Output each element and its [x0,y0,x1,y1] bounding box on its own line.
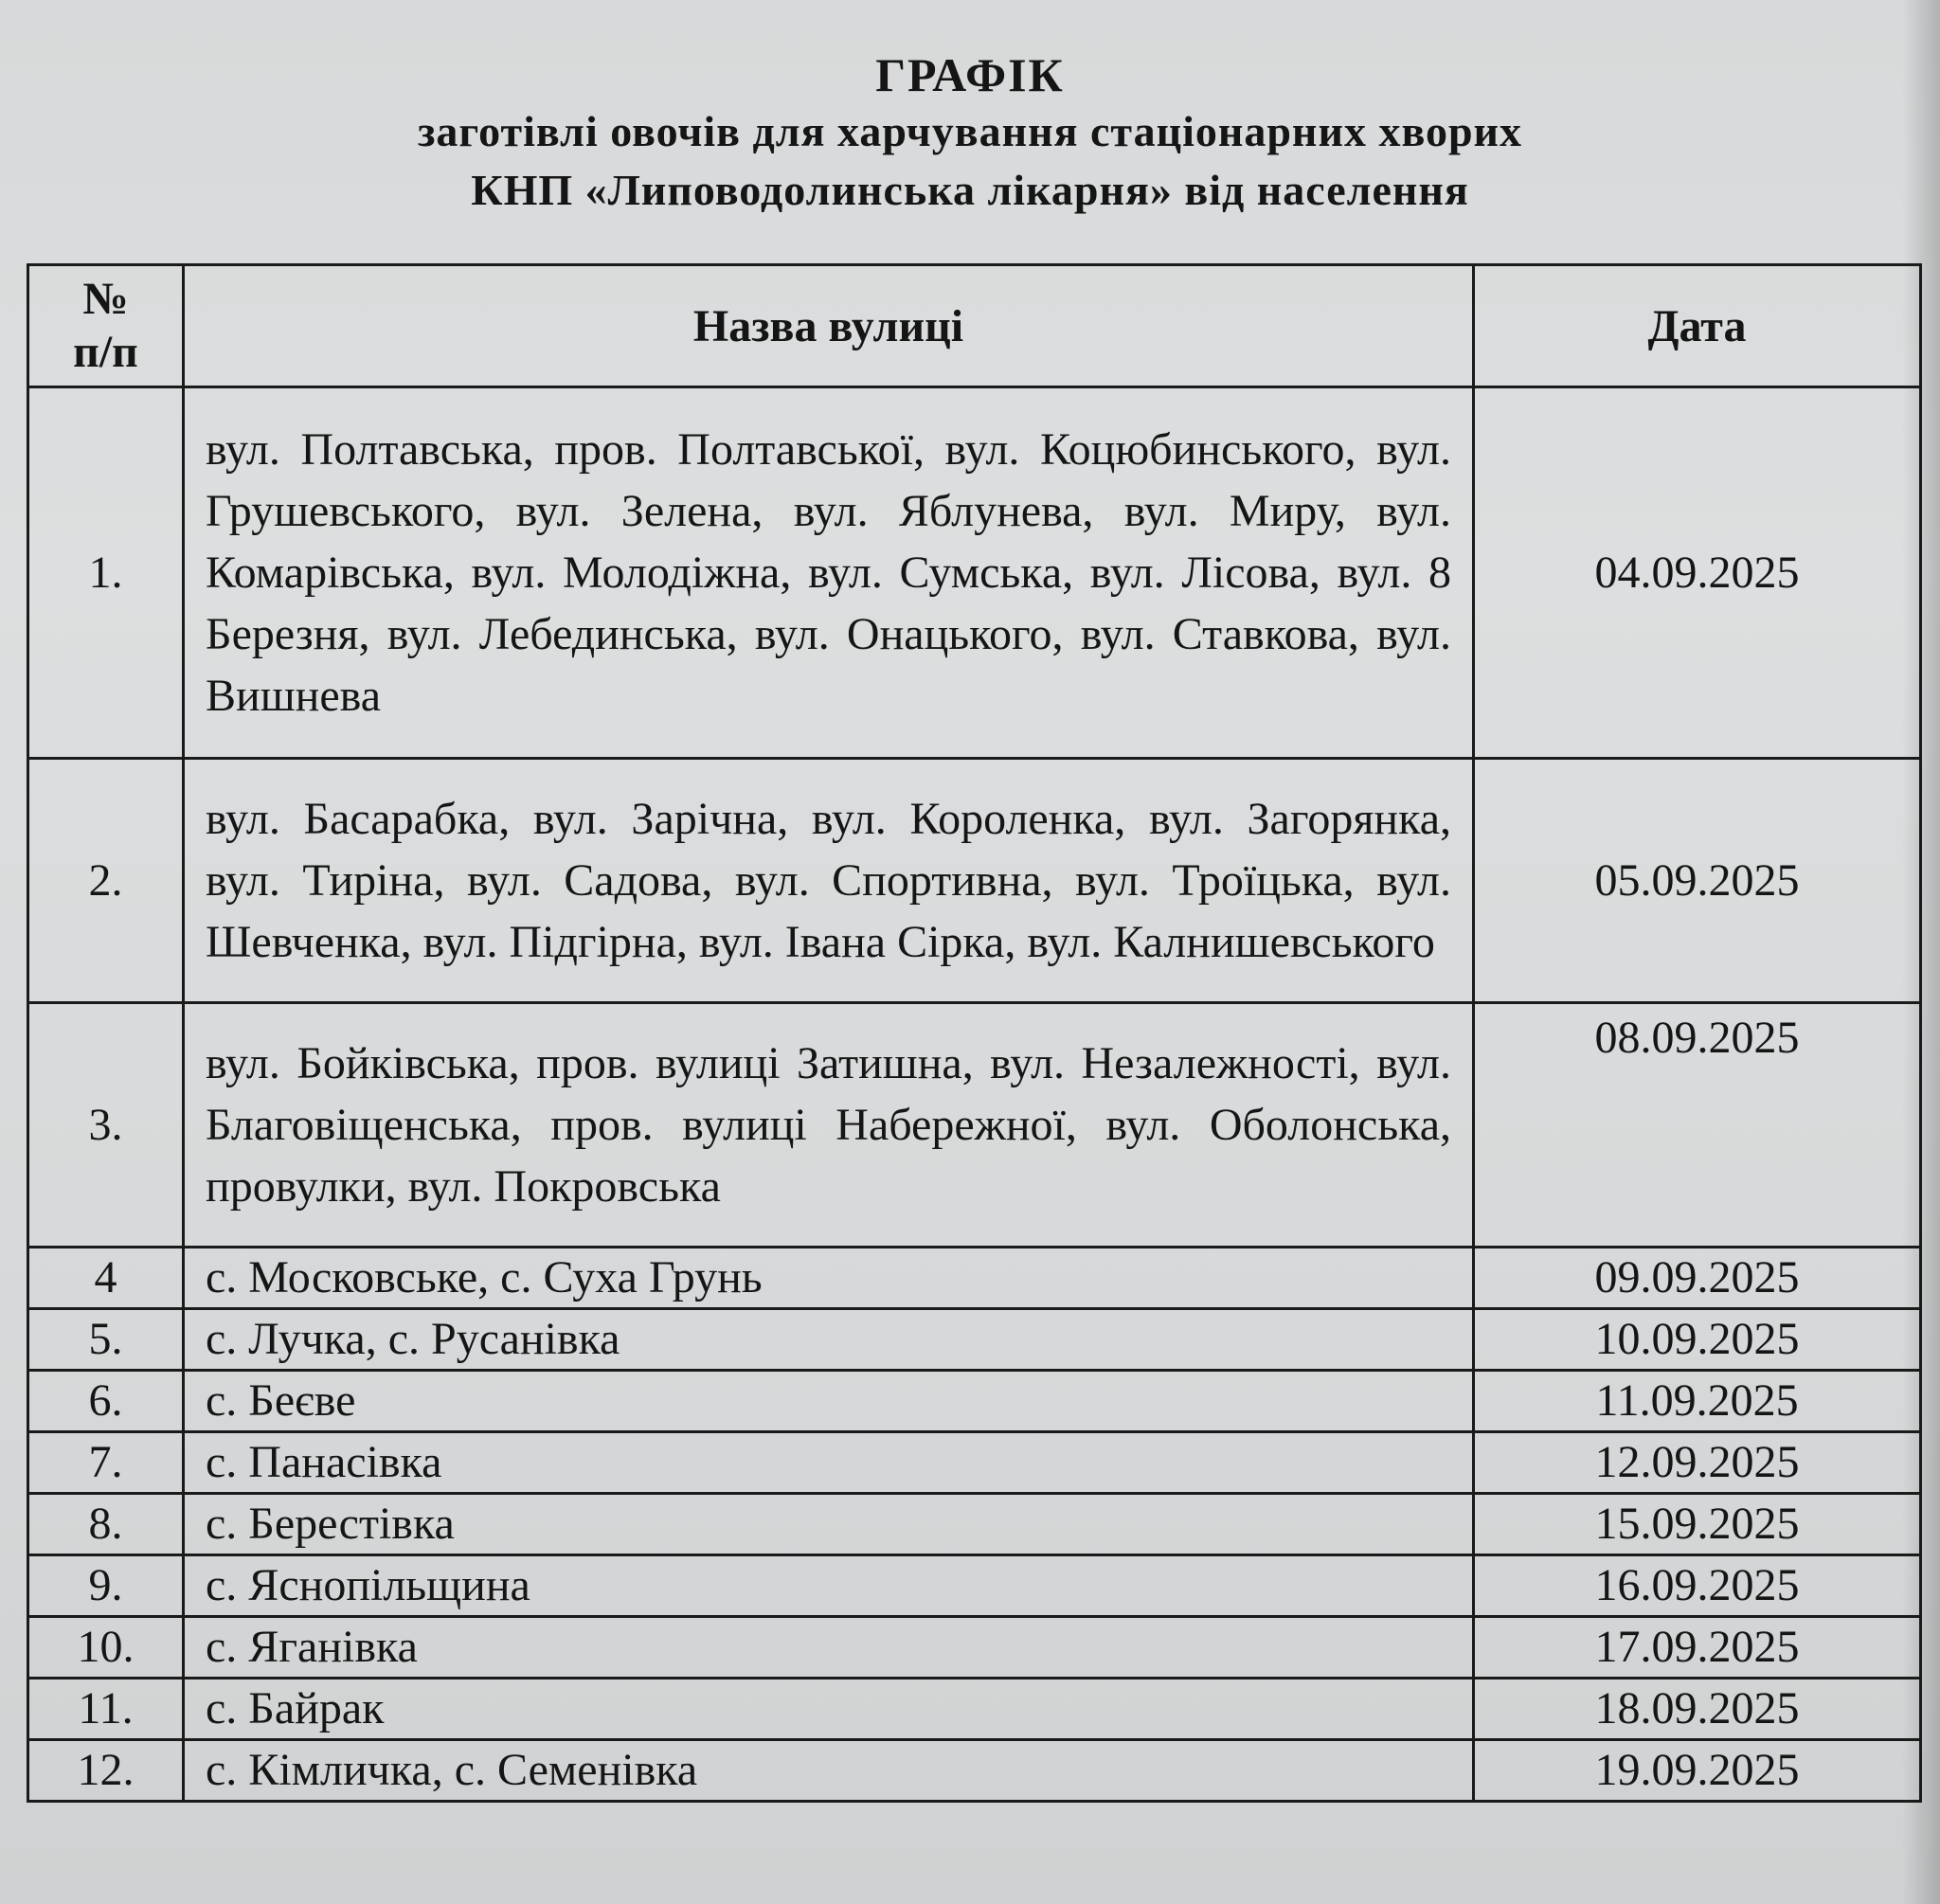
table-row [28,1679,1921,1740]
row-street: вул. Полтавська, пров. Полтавської, вул. Коцюбинського, вул. Грушевського, вул. Зелена, вул. Яблунева, вул. Миру, вул. Комарівська, вул. Молодіжна, вул. Сумська, вул. Лісова, вул. 8 Березня, вул. Лебединська, вул. Онацького, вул. Ставкова, вул. Вишнева [184,387,1474,759]
header-date: Дата [1474,265,1921,387]
row-street: с. Лучка, с. Русанівка [184,1309,1474,1371]
row-date: 12.09.2025 [1474,1432,1921,1494]
row-number: 6. [28,1371,184,1432]
table-row [28,1248,1921,1309]
row-date: 16.09.2025 [1474,1555,1921,1617]
header-number-line1: № [82,274,129,324]
header-street: Назва вулиці [184,265,1474,387]
row-street: с. Берестівка [184,1494,1474,1555]
header-number [28,265,184,387]
row-number: 5. [28,1309,184,1371]
row-street: с. Московське, с. Суха Грунь [184,1248,1474,1309]
row-number: 3. [28,1003,184,1248]
row-street: с. Кімличка, с. Семенівка [184,1740,1474,1802]
document-subtitle-line1: заготівлі овочів для харчування стаціонарних хворих [417,107,1523,155]
row-number: 7. [28,1432,184,1494]
row-date: 09.09.2025 [1474,1248,1921,1309]
table-row [28,1371,1921,1432]
table-row [28,1003,1921,1248]
row-number: 9. [28,1555,184,1617]
row-street: с. Яганівка [184,1617,1474,1679]
row-date: 18.09.2025 [1474,1679,1921,1740]
row-number: 4 [28,1248,184,1309]
row-street: с. Беєве [184,1371,1474,1432]
row-date: 08.09.2025 [1474,1003,1921,1248]
table-row [28,1432,1921,1494]
table-row [28,1740,1921,1802]
schedule-table [27,263,1922,1803]
row-street: вул. Басарабка, вул. Зарічна, вул. Короленка, вул. Загорянка, вул. Тиріна, вул. Садова, вул. Спортивна, вул. Троїцька, вул. Шевченка, вул. Підгірна, вул. Івана Сірка, вул. Калнишевського [184,759,1474,1003]
table-row [28,387,1921,759]
row-number: 12. [28,1740,184,1802]
row-number: 8. [28,1494,184,1555]
row-date: 05.09.2025 [1474,759,1921,1003]
row-date: 15.09.2025 [1474,1494,1921,1555]
row-number: 10. [28,1617,184,1679]
row-street: вул. Бойківська, пров. вулиці Затишна, вул. Незалежності, вул. Благовіщенська, пров. вулиці Набережної, вул. Оболонська, провулки, вул. Покровська [184,1003,1474,1248]
row-street: с. Панасівка [184,1432,1474,1494]
table-row [28,1555,1921,1617]
row-number: 11. [28,1679,184,1740]
row-street: с. Байрак [184,1679,1474,1740]
row-number: 1. [28,387,184,759]
row-street: с. Яснопільщина [184,1555,1474,1617]
table-row [28,759,1921,1003]
row-number: 2. [28,759,184,1003]
title-block [0,47,1940,220]
table-row [28,1617,1921,1679]
document-subtitle-line2: КНП «Липоводолинська лікарня» від населення [471,166,1469,214]
row-date: 19.09.2025 [1474,1740,1921,1802]
table-row [28,1309,1921,1371]
table-row [28,1494,1921,1555]
header-number-line2: п/п [73,327,138,377]
table-header-row [28,265,1921,387]
row-date: 04.09.2025 [1474,387,1921,759]
row-date: 10.09.2025 [1474,1309,1921,1371]
row-date: 17.09.2025 [1474,1617,1921,1679]
row-date: 11.09.2025 [1474,1371,1921,1432]
document-title: ГРАФІК [875,48,1065,101]
